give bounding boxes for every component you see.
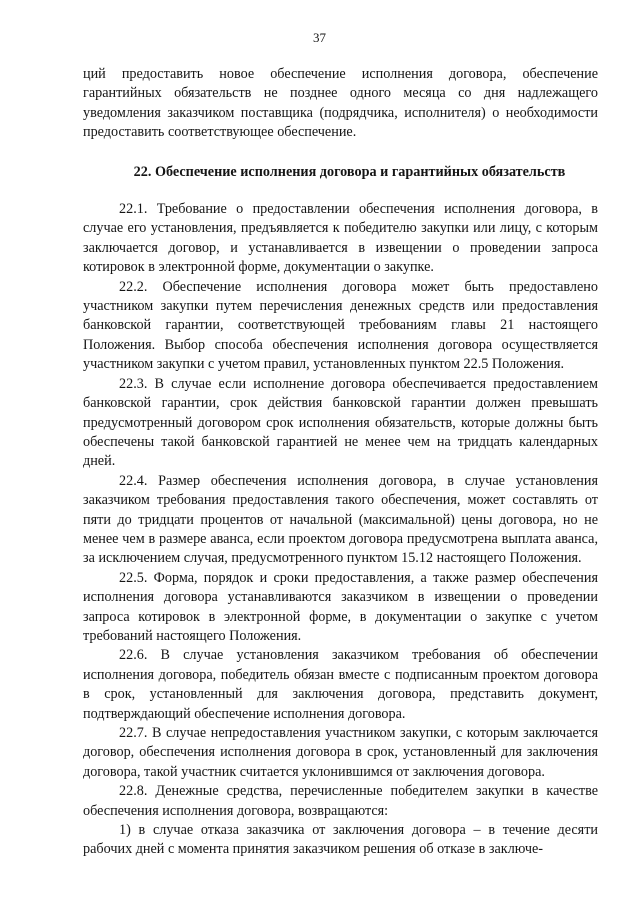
page-number: 37: [313, 30, 326, 45]
intro-paragraph: ций предоставить новое обеспечение исполнения договора, обеспечение гарантийных обязательств не позднее одного месяца со дня надлежащего уведомления заказчиком поставщика (подрядчика, исполнителя) о необходимости предоставить соответствующее обеспечение.: [83, 66, 598, 141]
paragraph-22-2: 22.2. Обеспечение исполнения договора может быть предоставлено участником закупки путем перечисления денежных средств или предоставления банковской гарантии, соответствующей требованиям главы 21 настоящего Положения. Выбор способа обеспечения исполнения договора осуществляется участником закупки с учетом правил, установленных пунктом 22.5 Положения.: [83, 278, 598, 373]
paragraph-22-8-item-1: 1) в случае отказа заказчика от заключения договора – в течение десяти рабочих дней с момента принятия заказчиком решения об отказе в заключе-: [83, 822, 598, 858]
document-body: [83, 65, 598, 860]
paragraph-22-5: 22.5. Форма, порядок и сроки предоставления, а также размер обеспечения исполнения договора устанавливаются заказчиком в извещении о проведении запроса котировок в электронной форме, в документации о закупке с учетом требований настоящего Положения.: [83, 569, 598, 644]
paragraph-22-7: 22.7. В случае непредоставления участником закупки, с которым заключается договор, обеспечения исполнения договора в срок, установленный для заключения договора, такой участник считается уклонившимся от заключения договора.: [83, 725, 598, 780]
paragraph-22-3: 22.3. В случае если исполнение договора обеспечивается предоставлением банковской гарантии, срок действия банковской гарантии должен превышать предусмотренный договором срок исполнения обязательств, которые должны быть обеспечены такой банковской гарантией не менее чем на тридцать календарных дней.: [83, 375, 598, 470]
paragraph-22-6: 22.6. В случае установления заказчиком требования об обеспечении исполнения договора, победитель обязан вместе с подписанным проектом договора в срок, установленный для заключения договора, представить документ, подтверждающий обеспечение исполнения договора.: [83, 647, 598, 722]
paragraph-22-4: 22.4. Размер обеспечения исполнения договора, в случае установления заказчиком требования предоставления такого обеспечения, может составлять от пяти до тридцати процентов от начальной (максимальной) цены договора, но не менее чем в размере аванса, если проектом договора предусмотрена выплата аванса, за исключением случая, предусмотренного пунктом 15.12 настоящего Положения.: [83, 472, 598, 567]
section-heading: 22. Обеспечение исполнения договора и гарантийных обязательств: [133, 163, 566, 180]
paragraph-22-8: 22.8. Денежные средства, перечисленные победителем закупки в качестве обеспечения исполнения договора, возвращаются:: [83, 783, 598, 819]
paragraph-22-1: 22.1. Требование о предоставлении обеспечения исполнения договора, в случае его установления, предъявляется к победителю закупки или лицу, с которым заключается договор, и устанавливается в извещении о проведении запроса котировок в электронной форме, документации о закупке.: [83, 201, 598, 276]
